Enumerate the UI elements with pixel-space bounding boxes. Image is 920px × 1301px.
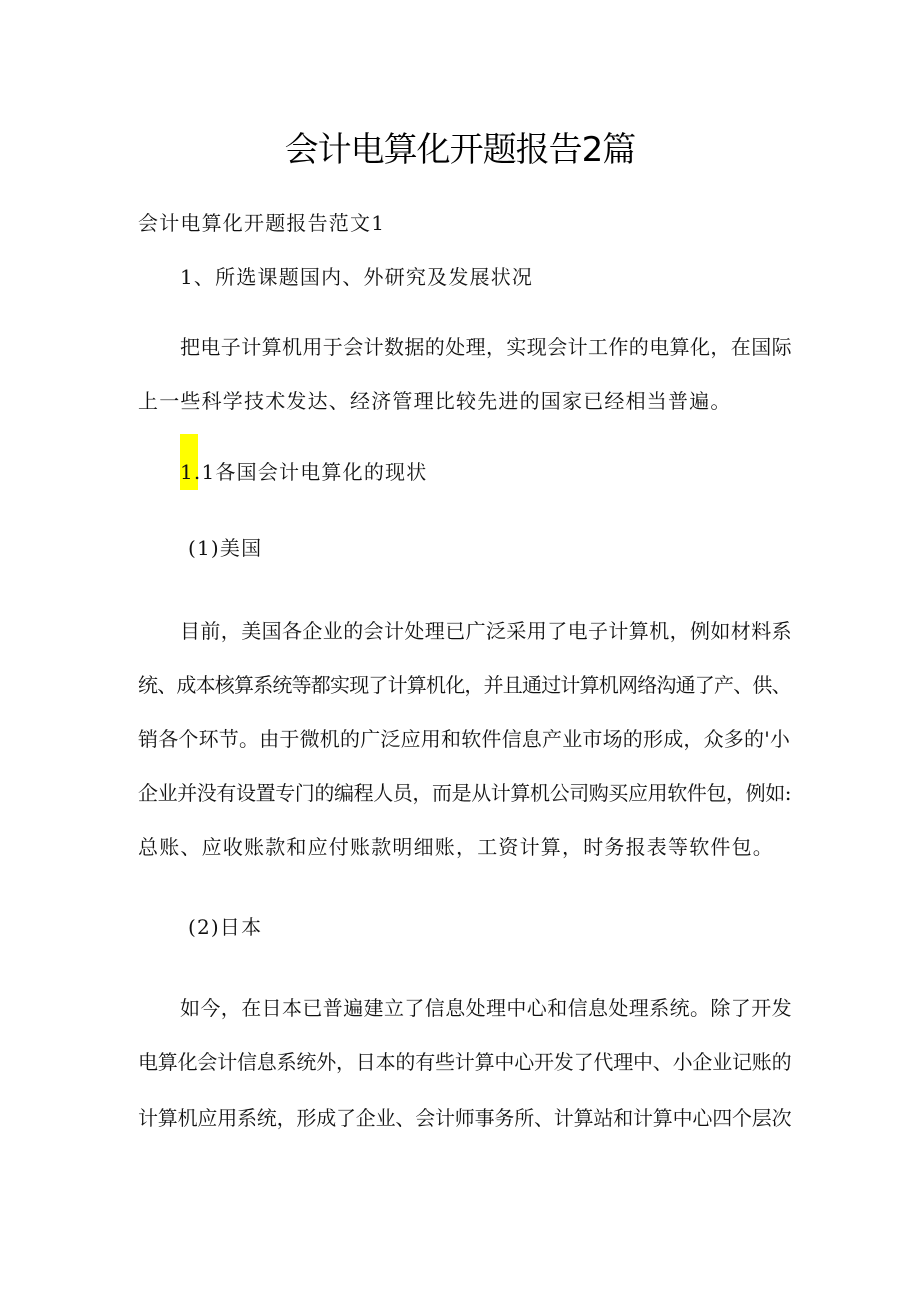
paragraph-line: 电算化会计信息系统外，日本的有些计算中心开发了代理中、小企业记账的 <box>138 1050 792 1074</box>
paragraph-line: 销各个环节。由于微机的广泛应用和软件信息产业市场的形成，众多的'小 <box>138 727 791 751</box>
paragraph-line: 总账、应收账款和应付账款明细账，工资计算，时务报表等软件包。 <box>138 835 774 859</box>
section-heading-1: 1、所选课题国内、外研究及发展状况 <box>180 265 534 289</box>
document-subtitle: 会计电算化开题报告范文1 <box>138 211 386 235</box>
paragraph-line: 统、成本核算系统等都实现了计算机化，并且通过计算机网络沟通了产、供、 <box>138 673 791 697</box>
subsection-heading-japan: (2)日本 <box>188 915 263 939</box>
paragraph-line: 计算机应用系统，形成了企业、会计师事务所、计算站和计算中心四个层次 <box>138 1106 792 1130</box>
subsection-heading-usa: (1)美国 <box>188 536 263 560</box>
paragraph-line: 把电子计算机用于会计数据的处理，实现会计工作的电算化，在国际 <box>180 335 792 359</box>
paragraph-line: 目前，美国各企业的会计处理已广泛采用了电子计算机，例如材料系 <box>180 619 792 643</box>
section-number: 1.1 <box>180 460 216 484</box>
paragraph-line: 企业并没有设置专门的编程人员，而是从计算机公司购买应用软件包，例如: <box>138 781 792 805</box>
paragraph-line: 如今，在日本已普遍建立了信息处理中心和信息处理系统。除了开发 <box>180 996 792 1020</box>
section-title: 各国会计电算化的现状 <box>215 460 428 484</box>
paragraph-line: 上一些科学技术发达、经济管理比较先进的国家已经相当普遍。 <box>138 389 732 413</box>
section-heading-1-1 <box>180 458 427 486</box>
document-title: 会计电算化开题报告2篇 <box>284 130 636 170</box>
